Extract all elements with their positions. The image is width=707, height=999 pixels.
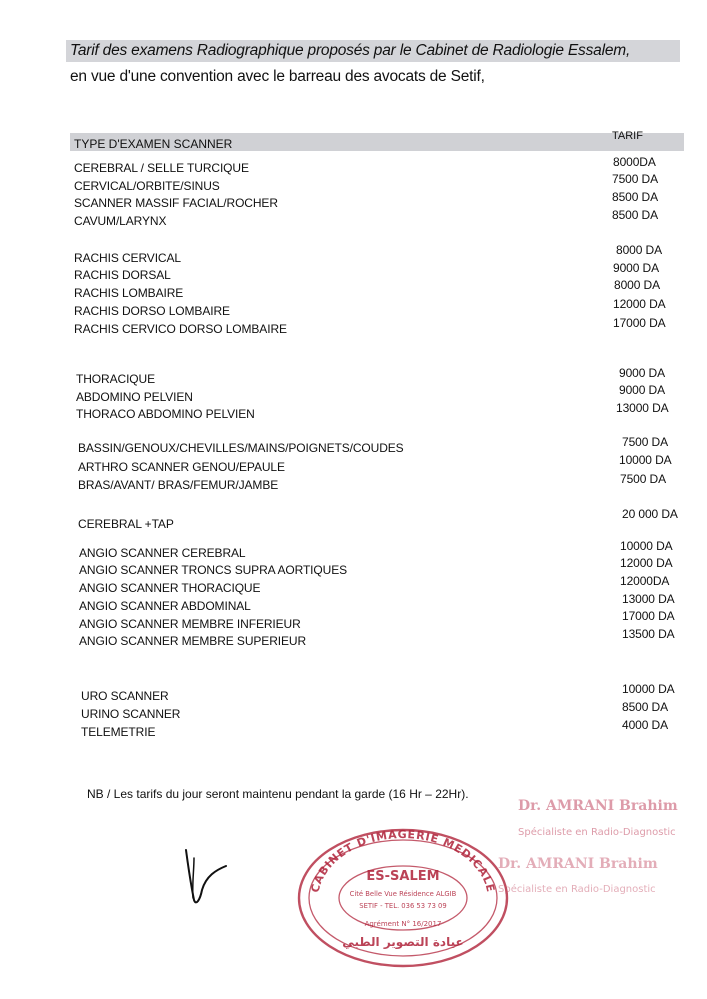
stamp-arabic: عيادة التصوير الطبي	[342, 935, 464, 949]
stamp-arc-top: CABINET D'IMAGERIE MEDICALE	[308, 827, 498, 894]
column-header-tarif: TARIF	[612, 130, 643, 142]
exam-name: ANGIO SCANNER ABDOMINAL	[79, 599, 251, 613]
exam-name: CAVUM/LARYNX	[74, 214, 167, 228]
exam-name: BASSIN/GENOUX/CHEVILLES/MAINS/POIGNETS/COUDES	[78, 441, 404, 455]
exam-price: 12000 DA	[620, 556, 673, 570]
exam-price: 9000 DA	[619, 383, 665, 397]
exam-name: URO SCANNER	[81, 689, 169, 703]
exam-price: 10000 DA	[619, 453, 672, 467]
exam-price: 8000DA	[613, 155, 656, 169]
exam-price: 7500 DA	[620, 472, 666, 486]
exam-name: RACHIS DORSAL	[74, 268, 171, 282]
exam-name: SCANNER MASSIF FACIAL/ROCHER	[74, 196, 278, 210]
doctor-stamp-line2-repeat: Spécialiste en Radio-Diagnostic	[498, 884, 656, 895]
exam-price: 20 000 DA	[622, 507, 678, 521]
exam-price: 7500 DA	[622, 435, 668, 449]
exam-price: 8500 DA	[612, 190, 658, 204]
exam-name: ANGIO SCANNER MEMBRE INFERIEUR	[79, 617, 301, 631]
exam-name: CEREBRAL / SELLE TURCIQUE	[74, 161, 249, 175]
doctor-stamp-line1-repeat: Dr. AMRANI Brahim	[498, 856, 658, 872]
doctor-stamp-line2: Spécialiste en Radio-Diagnostic	[518, 827, 676, 838]
exam-price: 17000 DA	[613, 316, 666, 330]
exam-name: CERVICAL/ORBITE/SINUS	[74, 179, 220, 193]
exam-name: THORACIQUE	[76, 372, 156, 386]
handwritten-signature	[180, 840, 240, 910]
exam-price: 4000 DA	[622, 718, 668, 732]
exam-name: ANGIO SCANNER THORACIQUE	[79, 581, 261, 595]
stamp-city-tel: SETIF - TEL. 036 53 73 09	[359, 902, 447, 910]
stamp-address: Cité Belle Vue Résidence ALGIB	[349, 890, 457, 898]
footnote: NB / Les tarifs du jour seront maintenu pendant la garde (16 Hr – 22Hr).	[87, 787, 469, 801]
stamp-name: ES-SALEM	[366, 869, 440, 884]
exam-name: THORACO ABDOMINO PELVIEN	[76, 407, 255, 421]
exam-price: 12000DA	[620, 574, 670, 588]
exam-name: RACHIS CERVICAL	[74, 251, 181, 265]
exam-price: 10000 DA	[622, 682, 675, 696]
exam-name: ANGIO SCANNER TRONCS SUPRA AORTIQUES	[79, 563, 348, 577]
doctor-stamp	[488, 780, 688, 920]
exam-price: 12000 DA	[613, 297, 666, 311]
exam-price: 8000 DA	[614, 278, 660, 292]
stamp-agrement: Agrément N° 16/2017	[364, 920, 442, 928]
exam-price: 9000 DA	[613, 261, 659, 275]
exam-price: 13000 DA	[622, 592, 675, 606]
exam-name: RACHIS DORSO LOMBAIRE	[74, 304, 230, 318]
exam-name: RACHIS LOMBAIRE	[74, 286, 184, 300]
exam-name: CEREBRAL +TAP	[78, 517, 174, 531]
exam-price: 8500 DA	[612, 208, 658, 222]
exam-price: 17000 DA	[622, 609, 675, 623]
exam-price: 9000 DA	[619, 366, 665, 380]
document-subtitle: en vue d'une convention avec le barreau des avocats de Setif,	[70, 68, 485, 85]
exam-price: 13000 DA	[616, 401, 669, 415]
exam-name: ANGIO SCANNER MEMBRE SUPERIEUR	[79, 634, 307, 648]
exam-name: BRAS/AVANT/ BRAS/FEMUR/JAMBE	[78, 478, 279, 492]
exam-name: URINO SCANNER	[81, 707, 181, 721]
clinic-stamp	[296, 822, 510, 968]
exam-price: 8500 DA	[622, 700, 668, 714]
exam-price: 10000 DA	[620, 539, 673, 553]
exam-name: ABDOMINO PELVIEN	[76, 390, 193, 404]
exam-price: 13500 DA	[622, 627, 675, 641]
document-title: Tarif des examens Radiographique proposés par le Cabinet de Radiologie Essalem,	[70, 42, 631, 59]
exam-name: ARTHRO SCANNER GENOU/EPAULE	[78, 460, 285, 474]
column-header-exam: TYPE D'EXAMEN SCANNER	[74, 137, 233, 151]
exam-price: 7500 DA	[612, 172, 658, 186]
doctor-stamp-line1: Dr. AMRANI Brahim	[518, 798, 678, 814]
exam-price: 8000 DA	[616, 243, 662, 257]
exam-name: TELEMETRIE	[81, 725, 156, 739]
exam-name: RACHIS CERVICO DORSO LOMBAIRE	[74, 322, 287, 336]
exam-name: ANGIO SCANNER CEREBRAL	[79, 546, 246, 560]
